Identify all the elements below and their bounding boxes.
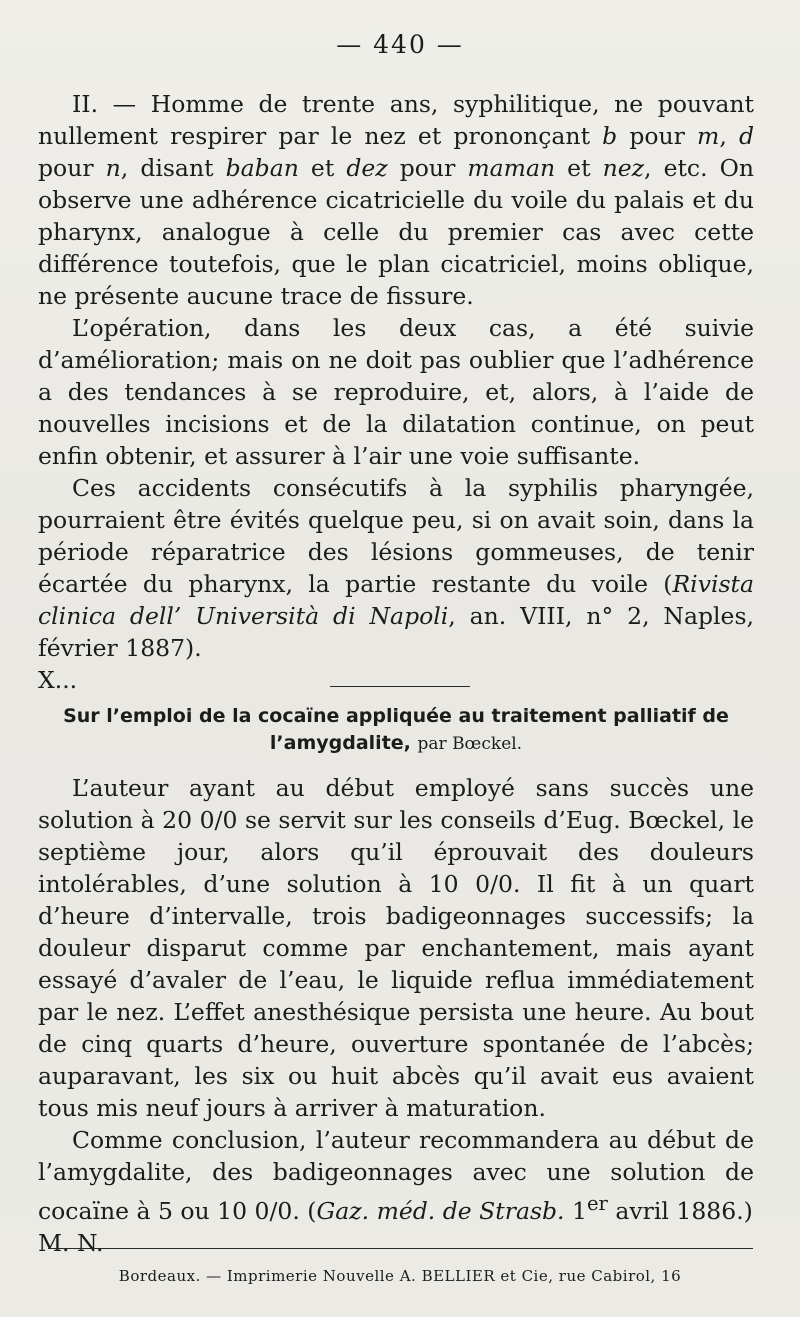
section-divider xyxy=(330,686,470,687)
article-1 xyxy=(38,88,754,696)
footer-rule xyxy=(48,1248,753,1249)
article-2 xyxy=(38,772,754,1259)
article-1-paragraph-3: Ces accidents consécutifs à la syphilis pharyngée, pourraient être évités quelque peu, si on avait soin, dans la période réparatrice des lésions gommeuses, de tenir écartée du pharynx, la partie restante du voile (Rivista clinica dell’ Università di Napoli, an. VIII, n° 2, Naples, février 1887). xyxy=(38,474,754,662)
article-1-paragraph-1: II. — Homme de trente ans, syphilitique, ne pouvant nullement respirer par le nez et prononçant b pour m, d pour n, disant baban et dez pour maman et nez, etc. On observe une adhérence cicatricielle du voile du palais et du pharynx, analogue à celle du premier cas avec cette différence toutefois, que le plan cicatriciel, moins oblique, ne présente aucune trace de fissure. xyxy=(38,90,755,310)
article-1-signature: X... xyxy=(38,666,78,694)
article-2-byline: par Bœckel. xyxy=(417,734,523,754)
article-2-title: Sur l’emploi de la cocaïne appliquée au traitement palliatif de l’amygdalite, par Bœckel. xyxy=(63,705,729,754)
printer-imprint: Bordeaux. — Imprimerie Nouvelle A. BELLIER et Cie, rue Cabirol, 16 xyxy=(118,1267,682,1285)
journal-citation: Rivista clinica dell’ Università di Napoli xyxy=(38,570,754,630)
article-2-paragraph-1: L’auteur ayant au début employé sans succès une solution à 20 0/0 se servit sur les conseils d’Eug. Bœckel, le septième jour, alors qu’il éprouvait des douleurs intolérables, d’une solution à 10 0/0. Il fit à un quart d’heure d’intervalle, trois badigeonnages successifs; la douleur disparut comme par enchantement, mais ayant essayé d’avaler de l’eau, le liquide reflua immédiatement par le nez. L’effet anesthésique persista une heure. Au bout de cinq quarts d’heure, ouverture spontanée de l’abcès; auparavant, les six ou huit abcès qu’il avait eus avaient tous mis neuf jours à arriver à maturation. xyxy=(38,774,754,1122)
page-number: — 440 — xyxy=(336,30,464,59)
article-1-paragraph-2: L’opération, dans les deux cas, a été suivie d’amélioration; mais on ne doit pas oublier que l’adhérence a des tendances à se reproduire, et, alors, à l’aide de nouvelles incisions et de la dilatation continue, on peut enfin obtenir, et assurer à l’air une voie suffisante. xyxy=(38,314,754,470)
journal-citation: Gaz. méd. de Strasb. xyxy=(316,1196,565,1225)
article-2-signature: M. N. xyxy=(38,1228,104,1257)
article-2-paragraph-2: Comme conclusion, l’auteur recommandera au début de l’amygdalite, des badigeonnages avec une solution de cocaïne à 5 ou 10 0/0. (Gaz. méd. de Strasb. 1er avril 1886.) xyxy=(38,1126,754,1225)
